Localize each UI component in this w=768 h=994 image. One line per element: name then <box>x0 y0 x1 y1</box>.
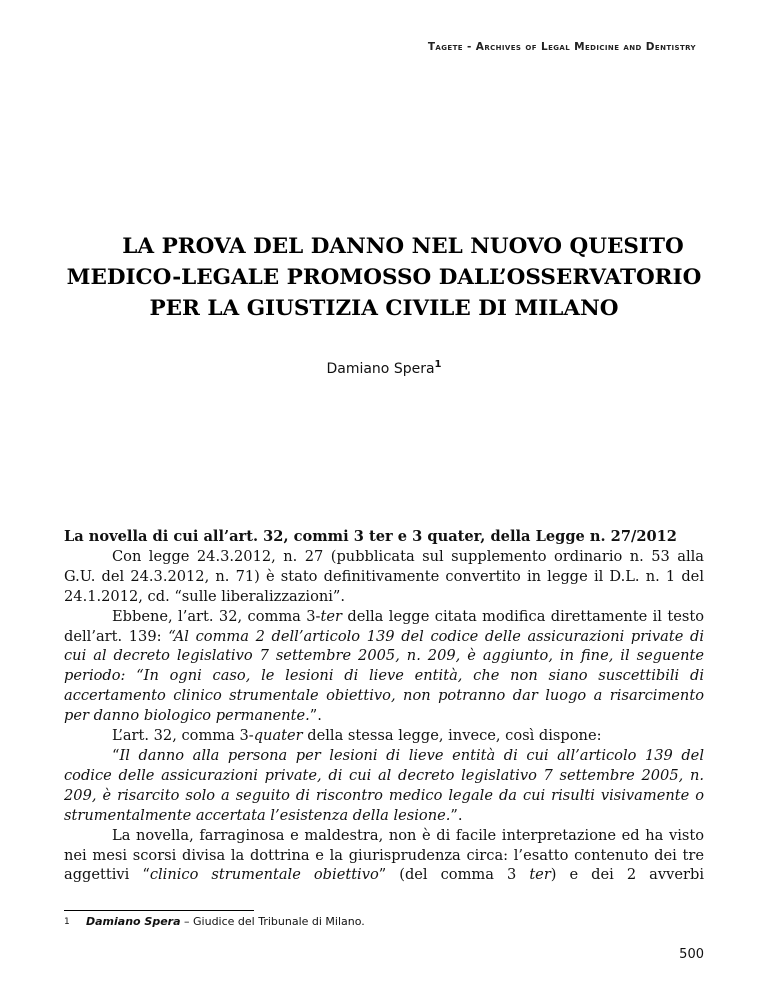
title-line-1: LA PROVA DEL DANNO NEL NUOVO QUESITO <box>122 234 684 259</box>
page-number: 500 <box>679 947 704 962</box>
p4-open: “ <box>112 746 120 764</box>
paragraph-4 <box>64 746 704 826</box>
title-line-3: PER LA GIUSTIZIA CIVILE DI MILANO <box>149 296 619 321</box>
p2-quote: “Al comma 2 dell’articolo 139 del codice delle assicurazioni private di cui al decreto legislativo 7 settembre 2005, n. 209, è aggiunto, in fine, il seguente periodo: “In ogni caso, le lesioni di lieve entità, che non siano suscettibili di accertamento clinico strumentale obiettivo, non potranno dar luogo a risarcimento per danno biologico permanente. <box>64 627 704 725</box>
p3-quater: quater <box>253 727 303 745</box>
article-title <box>64 231 704 324</box>
footnote-text: – Giudice del Tribunale di Milano. <box>180 915 365 928</box>
paragraph-2 <box>64 607 704 726</box>
p5-lead: La novella, farraginosa e maldestra, non è di facile interpretazione ed ha visto nei mesi scorsi divisa la dottrina e la giurisprudenza circa: l’esatto contenuto dei tre aggettivi “ <box>64 826 704 884</box>
p5-italic: clinico strumentale obiettivo <box>149 866 379 884</box>
author-footnote-mark: 1 <box>434 359 442 370</box>
paragraph-1: Con legge 24.3.2012, n. 27 (pubblicata sul supplemento ordinario n. 53 alla G.U. del 24.3.2012, n. 71) è stato definitivamente convertito in legge il D.L. n. 1 del 24.1.2012, cd. “sulle liberalizzazioni”. <box>64 547 704 605</box>
author-name: Damiano Spera <box>326 361 435 377</box>
section-heading: La novella di cui all’art. 32, commi 3 ter e 3 quater, della Legge n. 27/2012 <box>64 528 677 545</box>
article-body <box>64 527 704 885</box>
paragraph-3 <box>64 726 704 746</box>
p2-mid: della legge citata modifica direttamente il testo dell’art. 139: <box>64 607 704 645</box>
paragraph-5 <box>64 826 704 886</box>
running-header: Tagete - Archives of Legal Medicine and Dentistry <box>427 41 696 53</box>
p4-quote: Il danno alla persona per lesioni di lieve entità di cui all’articolo 139 del codice delle assicurazioni private, di cui al decreto legislativo 7 settembre 2005, n. 209, è risarcito solo a seguito di riscontro medico legale da cui risulti visivamente o strumentalmente accertata l’esistenza della lesione. <box>64 746 704 824</box>
footnote <box>64 915 704 929</box>
p2-lead: Ebbene, l’art. 32, comma 3- <box>112 607 321 625</box>
p5-ter: ter <box>529 866 551 884</box>
author-line <box>0 361 768 377</box>
p3-lead: L’art. 32, comma 3- <box>112 727 254 745</box>
p5-end: ) e dei 2 avverbi <box>550 866 704 884</box>
footnote-author: Damiano Spera <box>86 915 181 928</box>
footnote-divider <box>64 910 254 911</box>
p2-end: ”. <box>309 707 322 725</box>
footnote-number: 1 <box>64 917 70 927</box>
p2-ter: ter <box>320 607 342 625</box>
p3-end: della stessa legge, invece, così dispone: <box>302 727 602 745</box>
title-line-2: MEDICO-LEGALE PROMOSSO DALL’OSSERVATORIO <box>66 265 702 290</box>
p4-end: ”. <box>450 806 463 824</box>
p5-mid: ” (del comma 3 <box>378 866 530 884</box>
